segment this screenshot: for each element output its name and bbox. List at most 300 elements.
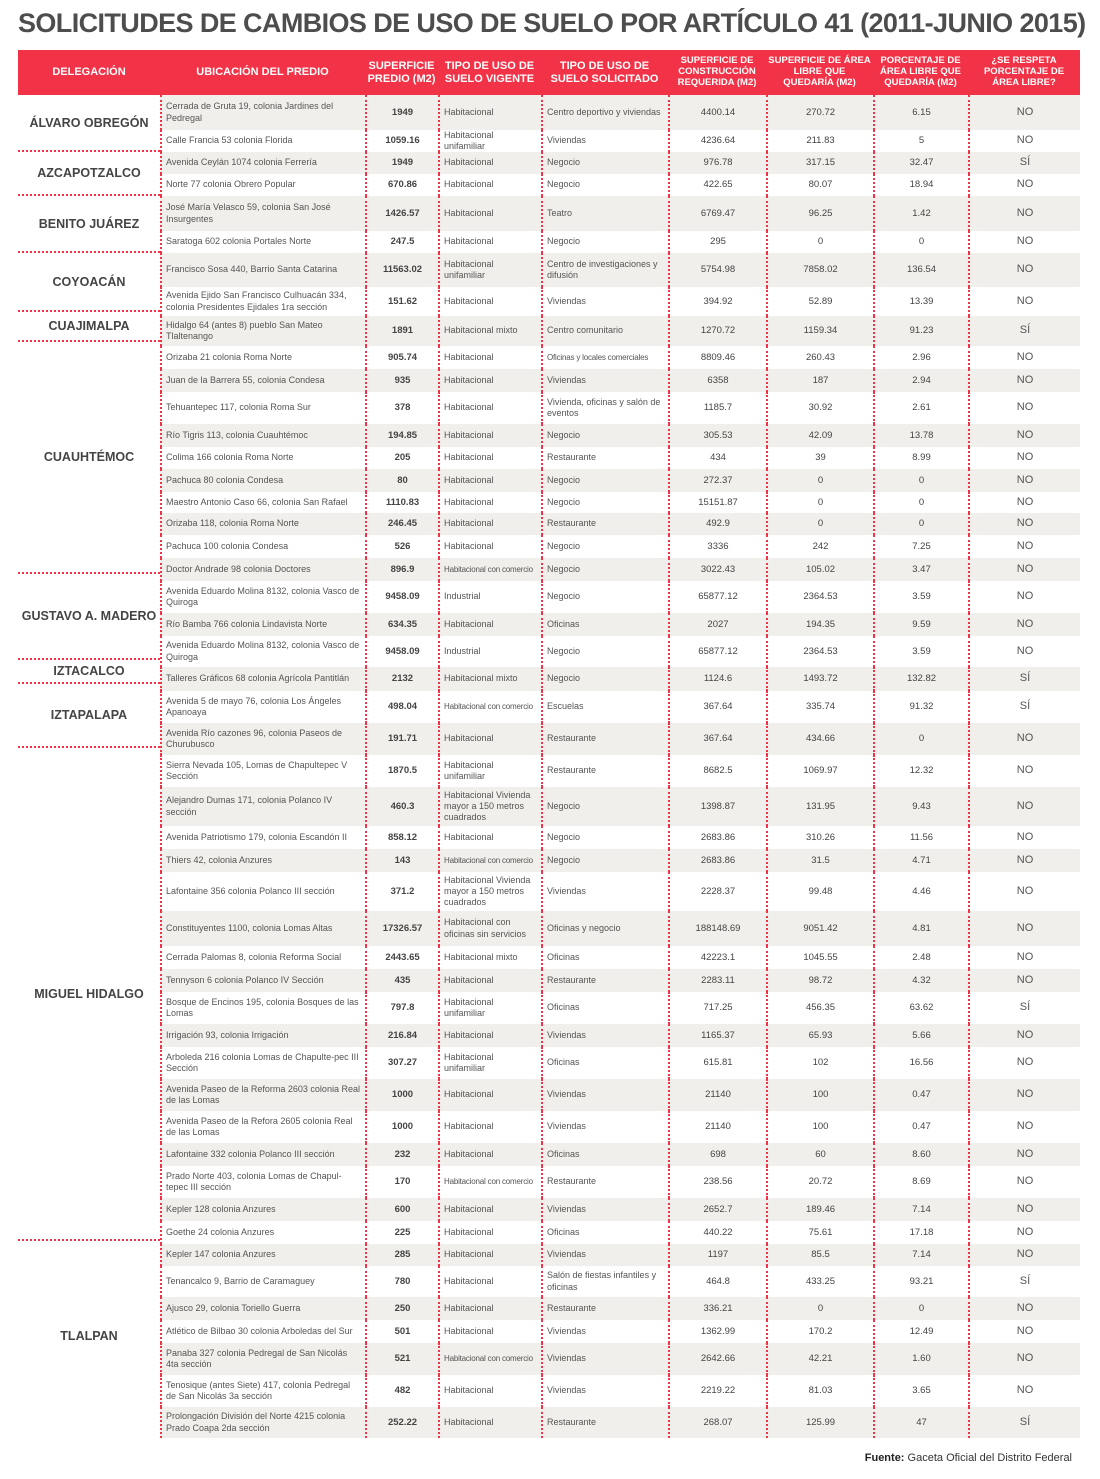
ubicacion-cell: Panaba 327 colonia Pedregal de San Nicolás 4ta sección — [160, 1343, 365, 1375]
construccion-cell: 394.92 — [668, 287, 766, 316]
superficie-cell: 170 — [365, 1166, 438, 1198]
porcentaje-cell: 3.59 — [873, 581, 968, 613]
ubicacion-cell: Lafontaine 332 colonia Polanco III sección — [160, 1143, 365, 1166]
area-libre-cell: 96.25 — [766, 196, 873, 231]
area-libre-cell: 0 — [766, 469, 873, 492]
superficie-cell: 194.85 — [365, 424, 438, 447]
uso-solicitado-cell: Negocio — [541, 787, 668, 826]
area-libre-cell: 81.03 — [766, 1375, 873, 1407]
superficie-cell: 1000 — [365, 1079, 438, 1111]
area-libre-cell: 100 — [766, 1079, 873, 1111]
uso-solicitado-cell: Centro de investigaciones y difusión — [541, 253, 668, 287]
area-libre-cell: 80.07 — [766, 174, 873, 196]
uso-solicitado-cell: Viviendas — [541, 1024, 668, 1047]
uso-vigente-cell: Habitacional — [438, 424, 541, 447]
uso-vigente-cell: Habitacional con comercio — [438, 1343, 541, 1375]
uso-vigente-cell: Industrial — [438, 581, 541, 613]
delegacion-group: ÁLVARO OBREGÓN — [18, 95, 160, 152]
porcentaje-cell: 2.61 — [873, 392, 968, 424]
porcentaje-cell: 4.81 — [873, 911, 968, 946]
ubicacion-cell: Alejandro Dumas 171, colonia Polanco IV sección — [160, 787, 365, 826]
ubicacion-cell: Prado Norte 403, colonia Lomas de Chapul-tepec III sección — [160, 1166, 365, 1198]
uso-solicitado-cell: Negocio — [541, 636, 668, 667]
porcentaje-cell: 3.47 — [873, 558, 968, 581]
superficie-cell: 1870.5 — [365, 755, 438, 787]
ubicacion-cell: Kepler 128 colonia Anzures — [160, 1198, 365, 1221]
table-row — [160, 392, 1080, 424]
uso-vigente-cell: Habitacional Vivienda mayor a 150 metros cuadrados — [438, 787, 541, 826]
respeta-cell: NO — [968, 558, 1080, 581]
ubicacion-cell: Lafontaine 356 colonia Polanco III sección — [160, 872, 365, 911]
uso-vigente-cell: Habitacional — [438, 1266, 541, 1297]
construccion-cell: 15151.87 — [668, 492, 766, 513]
uso-solicitado-cell: Negocio — [541, 826, 668, 849]
uso-vigente-cell: Habitacional — [438, 1143, 541, 1166]
superficie-cell: 634.35 — [365, 613, 438, 636]
construccion-cell: 2228.37 — [668, 872, 766, 911]
superficie-cell: 9458.09 — [365, 636, 438, 667]
area-libre-cell: 1069.97 — [766, 755, 873, 787]
construccion-cell: 6358 — [668, 369, 766, 392]
delegacion-group: MIGUEL HIDALGO — [18, 748, 160, 1241]
uso-solicitado-cell: Oficinas y negocio — [541, 911, 668, 946]
uso-solicitado-cell: Centro comunitario — [541, 316, 668, 346]
area-libre-cell: 0 — [766, 513, 873, 535]
superficie-cell: 151.62 — [365, 287, 438, 316]
ubicacion-cell: Constituyentes 1100, colonia Lomas Altas — [160, 911, 365, 946]
table-row — [160, 1221, 1080, 1244]
construccion-cell: 8809.46 — [668, 346, 766, 369]
table-row — [160, 1266, 1080, 1297]
ubicacion-cell: Kepler 147 colonia Anzures — [160, 1244, 365, 1266]
uso-solicitado-cell: Viviendas — [541, 287, 668, 316]
porcentaje-cell: 7.25 — [873, 535, 968, 558]
porcentaje-cell: 8.99 — [873, 447, 968, 469]
uso-solicitado-cell: Negocio — [541, 558, 668, 581]
header-area-libre: SUPERFICIE DE ÁREA LIBRE QUE QUEDARÍA (M2) — [768, 55, 871, 88]
porcentaje-cell: 3.59 — [873, 636, 968, 667]
table-row — [160, 667, 1080, 691]
uso-solicitado-cell: Restaurante — [541, 755, 668, 787]
ubicacion-cell: Thiers 42, colonia Anzures — [160, 849, 365, 872]
construccion-cell: 492.9 — [668, 513, 766, 535]
respeta-cell: NO — [968, 1343, 1080, 1375]
superficie-cell: 1426.57 — [365, 196, 438, 231]
table-row — [160, 872, 1080, 911]
construccion-cell: 272.37 — [668, 469, 766, 492]
uso-solicitado-cell: Centro deportivo y viviendas — [541, 95, 668, 130]
ubicacion-cell: Tennyson 6 colonia Polanco IV Sección — [160, 969, 365, 992]
uso-vigente-cell: Habitacional — [438, 826, 541, 849]
ubicacion-cell: Colima 166 colonia Roma Norte — [160, 447, 365, 469]
construccion-cell: 717.25 — [668, 992, 766, 1024]
respeta-cell: NO — [968, 1297, 1080, 1320]
respeta-cell: NO — [968, 1079, 1080, 1111]
respeta-cell: NO — [968, 1244, 1080, 1266]
area-libre-cell: 131.95 — [766, 787, 873, 826]
uso-solicitado-cell: Viviendas — [541, 1343, 668, 1375]
area-libre-cell: 52.89 — [766, 287, 873, 316]
superficie-cell: 285 — [365, 1244, 438, 1266]
table-row — [160, 174, 1080, 196]
uso-vigente-cell: Habitacional — [438, 287, 541, 316]
uso-solicitado-cell: Negocio — [541, 231, 668, 253]
header-construccion: SUPERFICIE DE CONSTRUCCIÓN REQUERIDA (M2) — [677, 55, 757, 88]
table-row — [160, 1143, 1080, 1166]
uso-solicitado-cell: Viviendas — [541, 130, 668, 152]
respeta-cell: NO — [968, 174, 1080, 196]
ubicacion-cell: Talleres Gráficos 68 colonia Agrícola Pantitlán — [160, 667, 365, 691]
respeta-cell: NO — [968, 95, 1080, 130]
uso-solicitado-cell: Negocio — [541, 469, 668, 492]
respeta-cell: NO — [968, 849, 1080, 872]
table-row — [160, 946, 1080, 969]
porcentaje-cell: 0 — [873, 1297, 968, 1320]
respeta-cell: NO — [968, 755, 1080, 787]
construccion-cell: 1185.7 — [668, 392, 766, 424]
source-text: Gaceta Oficial del Distrito Federal — [907, 1452, 1072, 1464]
area-libre-cell: 42.09 — [766, 424, 873, 447]
uso-vigente-cell: Habitacional con oficinas sin servicios — [438, 911, 541, 946]
ubicacion-cell: Doctor Andrade 98 colonia Doctores — [160, 558, 365, 581]
area-libre-cell: 30.92 — [766, 392, 873, 424]
porcentaje-cell: 32.47 — [873, 152, 968, 174]
delegacion-group: COYOACÁN — [18, 253, 160, 312]
respeta-cell: NO — [968, 253, 1080, 287]
superficie-cell: 9458.09 — [365, 581, 438, 613]
superficie-cell: 205 — [365, 447, 438, 469]
superficie-cell: 905.74 — [365, 346, 438, 369]
uso-vigente-cell: Habitacional — [438, 1079, 541, 1111]
superficie-cell: 521 — [365, 1343, 438, 1375]
area-libre-cell: 2364.53 — [766, 636, 873, 667]
table-row — [160, 231, 1080, 253]
uso-solicitado-cell: Viviendas — [541, 1079, 668, 1111]
construccion-cell: 1398.87 — [668, 787, 766, 826]
porcentaje-cell: 13.39 — [873, 287, 968, 316]
uso-vigente-cell: Habitacional — [438, 1297, 541, 1320]
respeta-cell: NO — [968, 535, 1080, 558]
porcentaje-cell: 4.46 — [873, 872, 968, 911]
respeta-cell: NO — [968, 911, 1080, 946]
table-row — [160, 1343, 1080, 1375]
superficie-cell: 216.84 — [365, 1024, 438, 1047]
respeta-cell: SÍ — [968, 152, 1080, 174]
respeta-cell: NO — [968, 1166, 1080, 1198]
ubicacion-cell: Bosque de Encinos 195, colonia Bosques de las Lomas — [160, 992, 365, 1024]
uso-solicitado-cell: Negocio — [541, 535, 668, 558]
respeta-cell: SÍ — [968, 1266, 1080, 1297]
ubicacion-cell: Cerrada Palomas 8, colonia Reforma Social — [160, 946, 365, 969]
construccion-cell: 367.64 — [668, 691, 766, 723]
construccion-cell: 268.07 — [668, 1407, 766, 1438]
source-note — [865, 1452, 1072, 1464]
uso-vigente-cell: Habitacional — [438, 447, 541, 469]
uso-vigente-cell: Habitacional — [438, 1221, 541, 1244]
respeta-cell: NO — [968, 1320, 1080, 1343]
respeta-cell: NO — [968, 613, 1080, 636]
porcentaje-cell: 1.42 — [873, 196, 968, 231]
superficie-cell: 858.12 — [365, 826, 438, 849]
porcentaje-cell: 8.60 — [873, 1143, 968, 1166]
uso-solicitado-cell: Restaurante — [541, 723, 668, 755]
table-row — [160, 152, 1080, 174]
uso-vigente-cell: Habitacional — [438, 174, 541, 196]
table-row — [160, 723, 1080, 755]
porcentaje-cell: 18.94 — [873, 174, 968, 196]
ubicacion-cell: Tenosique (antes Siete) 417, colonia Pedregal de San Nicolás 3a sección — [160, 1375, 365, 1407]
area-libre-cell: 433.25 — [766, 1266, 873, 1297]
area-libre-cell: 102 — [766, 1047, 873, 1079]
respeta-cell: NO — [968, 1111, 1080, 1143]
table-row — [160, 1079, 1080, 1111]
superficie-cell: 526 — [365, 535, 438, 558]
construccion-cell: 5754.98 — [668, 253, 766, 287]
porcentaje-cell: 0 — [873, 513, 968, 535]
table-header — [18, 50, 1080, 95]
respeta-cell: NO — [968, 1143, 1080, 1166]
area-libre-cell: 9051.42 — [766, 911, 873, 946]
porcentaje-cell: 7.14 — [873, 1198, 968, 1221]
ubicacion-cell: Ajusco 29, colonia Toriello Guerra — [160, 1297, 365, 1320]
superficie-cell: 225 — [365, 1221, 438, 1244]
table-row — [160, 787, 1080, 826]
construccion-cell: 42223.1 — [668, 946, 766, 969]
superficie-cell: 935 — [365, 369, 438, 392]
respeta-cell: NO — [968, 492, 1080, 513]
porcentaje-cell: 9.59 — [873, 613, 968, 636]
ubicacion-cell: Calle Francia 53 colonia Florida — [160, 130, 365, 152]
area-libre-cell: 317.15 — [766, 152, 873, 174]
uso-vigente-cell: Habitacional unifamiliar — [438, 130, 541, 152]
table-row — [160, 130, 1080, 152]
ubicacion-cell: Avenida Río cazones 96, colonia Paseos de Churubusco — [160, 723, 365, 755]
uso-solicitado-cell: Oficinas — [541, 613, 668, 636]
superficie-cell: 250 — [365, 1297, 438, 1320]
uso-solicitado-cell: Teatro — [541, 196, 668, 231]
uso-vigente-cell: Habitacional unifamiliar — [438, 1047, 541, 1079]
area-libre-cell: 125.99 — [766, 1407, 873, 1438]
area-libre-cell: 39 — [766, 447, 873, 469]
superficie-cell: 797.8 — [365, 992, 438, 1024]
table-row — [160, 1166, 1080, 1198]
header-respeta: ¿SE RESPETA PORCENTAJE DE ÁREA LIBRE? — [983, 55, 1065, 88]
superficie-cell: 143 — [365, 849, 438, 872]
ubicacion-cell: Irrigación 93, colonia Irrigación — [160, 1024, 365, 1047]
superficie-cell: 17326.57 — [365, 911, 438, 946]
area-libre-cell: 99.48 — [766, 872, 873, 911]
area-libre-cell: 270.72 — [766, 95, 873, 130]
construccion-cell: 1362.99 — [668, 1320, 766, 1343]
construccion-cell: 3336 — [668, 535, 766, 558]
delegacion-group: AZCAPOTZALCO — [18, 152, 160, 196]
area-libre-cell: 105.02 — [766, 558, 873, 581]
respeta-cell: NO — [968, 1221, 1080, 1244]
ubicacion-cell: Avenida Patriotismo 179, colonia Escandón II — [160, 826, 365, 849]
respeta-cell: NO — [968, 346, 1080, 369]
ubicacion-cell: Arboleda 216 colonia Lomas de Chapulte-pec III Sección — [160, 1047, 365, 1079]
uso-vigente-cell: Habitacional con comercio — [438, 691, 541, 723]
construccion-cell: 295 — [668, 231, 766, 253]
area-libre-cell: 0 — [766, 231, 873, 253]
porcentaje-cell: 4.32 — [873, 969, 968, 992]
porcentaje-cell: 2.48 — [873, 946, 968, 969]
porcentaje-cell: 93.21 — [873, 1266, 968, 1297]
ubicacion-cell: José María Velasco 59, colonia San José Insurgentes — [160, 196, 365, 231]
construccion-cell: 2683.86 — [668, 826, 766, 849]
superficie-cell: 1891 — [365, 316, 438, 346]
uso-vigente-cell: Habitacional — [438, 1024, 541, 1047]
respeta-cell: NO — [968, 231, 1080, 253]
table-rows — [160, 95, 1080, 1438]
area-libre-cell: 189.46 — [766, 1198, 873, 1221]
construccion-cell: 21140 — [668, 1111, 766, 1143]
uso-solicitado-cell: Oficinas y locales comerciales — [541, 346, 668, 369]
area-libre-cell: 85.5 — [766, 1244, 873, 1266]
superficie-cell: 2132 — [365, 667, 438, 691]
uso-solicitado-cell: Oficinas — [541, 992, 668, 1024]
superficie-cell: 252.22 — [365, 1407, 438, 1438]
area-libre-cell: 310.26 — [766, 826, 873, 849]
construccion-cell: 2642.66 — [668, 1343, 766, 1375]
uso-solicitado-cell: Negocio — [541, 581, 668, 613]
superficie-cell: 482 — [365, 1375, 438, 1407]
header-uso-vigente: TIPO DE USO DE SUELO VIGENTE — [444, 59, 535, 85]
uso-solicitado-cell: Negocio — [541, 667, 668, 691]
uso-vigente-cell: Habitacional — [438, 392, 541, 424]
uso-vigente-cell: Habitacional — [438, 969, 541, 992]
area-libre-cell: 0 — [766, 492, 873, 513]
table-row — [160, 1244, 1080, 1266]
uso-vigente-cell: Habitacional mixto — [438, 316, 541, 346]
area-libre-cell: 187 — [766, 369, 873, 392]
construccion-cell: 65877.12 — [668, 581, 766, 613]
respeta-cell: NO — [968, 723, 1080, 755]
superficie-cell: 11563.02 — [365, 253, 438, 287]
superficie-cell: 1949 — [365, 95, 438, 130]
uso-solicitado-cell: Negocio — [541, 424, 668, 447]
construccion-cell: 698 — [668, 1143, 766, 1166]
uso-solicitado-cell: Restaurante — [541, 969, 668, 992]
respeta-cell: NO — [968, 787, 1080, 826]
table-row — [160, 691, 1080, 723]
table-row — [160, 1024, 1080, 1047]
ubicacion-cell: Avenida Ceylán 1074 colonia Ferrería — [160, 152, 365, 174]
table-row — [160, 95, 1080, 130]
area-libre-cell: 211.83 — [766, 130, 873, 152]
uso-solicitado-cell: Restaurante — [541, 1407, 668, 1438]
superficie-cell: 1059.16 — [365, 130, 438, 152]
construccion-cell: 976.78 — [668, 152, 766, 174]
construccion-cell: 336.21 — [668, 1297, 766, 1320]
uso-vigente-cell: Habitacional con comercio — [438, 558, 541, 581]
construccion-cell: 434 — [668, 447, 766, 469]
uso-vigente-cell: Habitacional — [438, 613, 541, 636]
porcentaje-cell: 5 — [873, 130, 968, 152]
header-ubicacion: UBICACIÓN DEL PREDIO — [196, 66, 329, 79]
porcentaje-cell: 9.43 — [873, 787, 968, 826]
uso-vigente-cell: Habitacional — [438, 723, 541, 755]
uso-vigente-cell: Habitacional unifamiliar — [438, 992, 541, 1024]
porcentaje-cell: 2.94 — [873, 369, 968, 392]
uso-solicitado-cell: Viviendas — [541, 1320, 668, 1343]
uso-solicitado-cell: Restaurante — [541, 513, 668, 535]
porcentaje-cell: 136.54 — [873, 253, 968, 287]
uso-solicitado-cell: Restaurante — [541, 1166, 668, 1198]
uso-vigente-cell: Habitacional unifamiliar — [438, 253, 541, 287]
ubicacion-cell: Tenancalco 9, Barrio de Caramaguey — [160, 1266, 365, 1297]
uso-vigente-cell: Habitacional — [438, 1407, 541, 1438]
table-row — [160, 369, 1080, 392]
delegacion-column — [18, 95, 160, 1438]
uso-vigente-cell: Habitacional — [438, 95, 541, 130]
table-row — [160, 1111, 1080, 1143]
uso-solicitado-cell: Viviendas — [541, 369, 668, 392]
respeta-cell: SÍ — [968, 691, 1080, 723]
uso-solicitado-cell: Oficinas — [541, 946, 668, 969]
superficie-cell: 378 — [365, 392, 438, 424]
construccion-cell: 1197 — [668, 1244, 766, 1266]
ubicacion-cell: Saratoga 602 colonia Portales Norte — [160, 231, 365, 253]
area-libre-cell: 98.72 — [766, 969, 873, 992]
ubicacion-cell: Juan de la Barrera 55, colonia Condesa — [160, 369, 365, 392]
ubicacion-cell: Orizaba 118, colonia Roma Norte — [160, 513, 365, 535]
superficie-cell: 600 — [365, 1198, 438, 1221]
header-porcentaje: PORCENTAJE DE ÁREA LIBRE QUE QUEDARÍA (M2) — [880, 55, 961, 88]
area-libre-cell: 7858.02 — [766, 253, 873, 287]
uso-solicitado-cell: Viviendas — [541, 1375, 668, 1407]
table-row — [160, 613, 1080, 636]
uso-vigente-cell: Habitacional — [438, 231, 541, 253]
construccion-cell: 615.81 — [668, 1047, 766, 1079]
uso-vigente-cell: Habitacional mixto — [438, 667, 541, 691]
table-row — [160, 849, 1080, 872]
uso-solicitado-cell: Viviendas — [541, 872, 668, 911]
delegacion-group: CUAUHTÉMOC — [18, 342, 160, 574]
table-row — [160, 469, 1080, 492]
delegacion-group: IZTAPALAPA — [18, 684, 160, 748]
respeta-cell: NO — [968, 946, 1080, 969]
ubicacion-cell: Río Tigris 113, colonia Cuauhtémoc — [160, 424, 365, 447]
superficie-cell: 80 — [365, 469, 438, 492]
uso-solicitado-cell: Restaurante — [541, 1297, 668, 1320]
respeta-cell: NO — [968, 1375, 1080, 1407]
respeta-cell: SÍ — [968, 992, 1080, 1024]
construccion-cell: 440.22 — [668, 1221, 766, 1244]
respeta-cell: NO — [968, 1024, 1080, 1047]
uso-vigente-cell: Habitacional mixto — [438, 946, 541, 969]
table-row — [160, 969, 1080, 992]
area-libre-cell: 434.66 — [766, 723, 873, 755]
construccion-cell: 2652.7 — [668, 1198, 766, 1221]
table-row — [160, 636, 1080, 667]
porcentaje-cell: 12.32 — [873, 755, 968, 787]
uso-vigente-cell: Habitacional — [438, 152, 541, 174]
uso-solicitado-cell: Negocio — [541, 152, 668, 174]
respeta-cell: NO — [968, 969, 1080, 992]
porcentaje-cell: 0 — [873, 723, 968, 755]
construccion-cell: 2283.11 — [668, 969, 766, 992]
uso-vigente-cell: Habitacional con comercio — [438, 1166, 541, 1198]
uso-vigente-cell: Habitacional — [438, 1375, 541, 1407]
respeta-cell: NO — [968, 636, 1080, 667]
ubicacion-cell: Goethe 24 colonia Anzures — [160, 1221, 365, 1244]
uso-vigente-cell: Habitacional — [438, 535, 541, 558]
respeta-cell: NO — [968, 424, 1080, 447]
uso-vigente-cell: Habitacional con comercio — [438, 849, 541, 872]
ubicacion-cell: Pachuca 100 colonia Condesa — [160, 535, 365, 558]
uso-vigente-cell: Habitacional — [438, 1111, 541, 1143]
